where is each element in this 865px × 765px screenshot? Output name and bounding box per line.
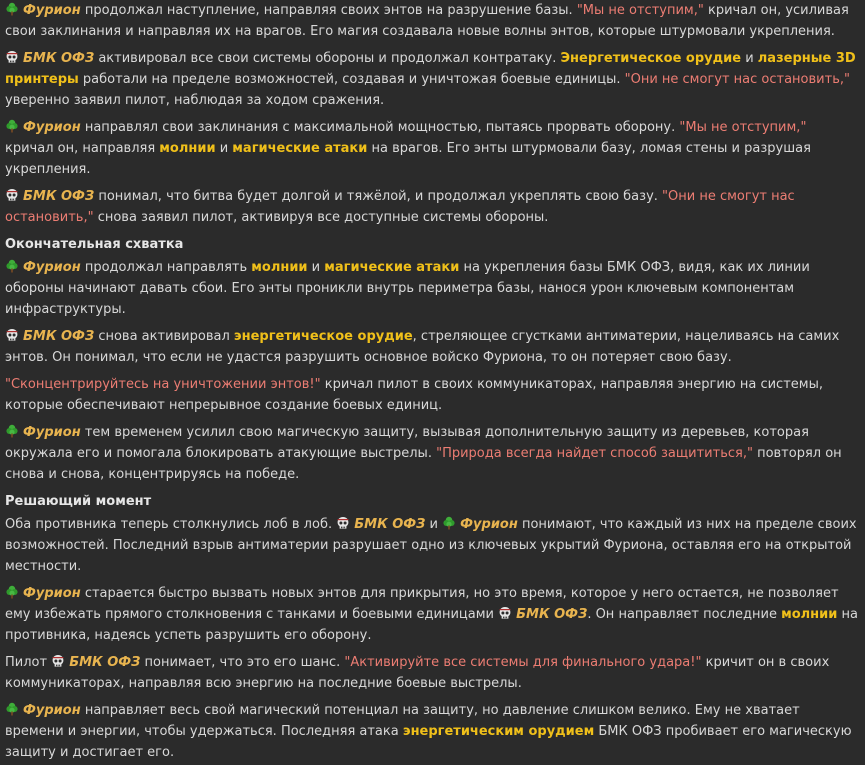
ability-highlight: молнии bbox=[251, 260, 308, 275]
message-text: понимает, что это его шанс. bbox=[140, 655, 345, 670]
message-text: уверенно заявил пилот, наблюдая за ходом сражения. bbox=[5, 93, 385, 108]
message-1 bbox=[5, 0, 859, 42]
message-text: активировал все свои системы обороны и продолжал контратаку. bbox=[94, 51, 561, 66]
message-4 bbox=[5, 186, 859, 228]
skull-helmet-icon bbox=[498, 606, 512, 620]
message-text: снова активировал bbox=[94, 329, 234, 344]
message-8 bbox=[5, 422, 859, 485]
message-text: направляет весь свой магический потенциал на защиту, но давление слишком велико. Ему не хватает времени и энергии, чтобы удержаться. Последняя атака bbox=[5, 703, 800, 739]
message-text: Оба противника теперь столкнулись лоб в лоб. bbox=[5, 517, 337, 532]
message-text: и bbox=[307, 260, 325, 275]
message-6 bbox=[5, 326, 859, 368]
ability-highlight: энергетическим орудием bbox=[402, 724, 595, 739]
message-text: кричал он, направляя bbox=[5, 141, 160, 156]
message-text: продолжал наступление, направляя своих энтов на разрушение базы. bbox=[80, 3, 577, 18]
tree-icon bbox=[5, 2, 19, 16]
hero-name-furion[interactable]: Фурион bbox=[23, 425, 81, 440]
message-text: БМК ОФЗ пробивает его магическую защиту и достигает его. bbox=[5, 724, 852, 760]
message-text: Пилот bbox=[5, 655, 52, 670]
hero-name-furion[interactable]: Фурион bbox=[23, 260, 81, 275]
message-text: , стреляющее сгустками антиматерии, нацеливаясь на самих энтов. Он понимал, что если не удастся разрушить основное войско Фуриона, то он потеряет свою базу. bbox=[5, 329, 840, 365]
hero-name-furion[interactable]: Фурион bbox=[23, 703, 81, 718]
ability-highlight: магические атаки bbox=[232, 141, 368, 156]
message-text: и bbox=[425, 517, 443, 532]
ability-highlight: энергетическое орудие bbox=[233, 329, 413, 344]
skull-helmet-icon bbox=[5, 328, 19, 342]
ability-highlight: магические атаки bbox=[324, 260, 460, 275]
hero-name-bmk[interactable]: БМК ОФЗ bbox=[23, 189, 95, 204]
ability-highlight: молнии bbox=[781, 607, 838, 622]
hero-name-furion[interactable]: Фурион bbox=[23, 3, 81, 18]
message-7 bbox=[5, 374, 859, 416]
skull-helmet-icon bbox=[5, 50, 19, 64]
hero-name-bmk[interactable]: БМК ОФЗ bbox=[69, 655, 141, 670]
section-heading: Окончательная схватка bbox=[5, 237, 184, 252]
message-text: на врагов. Его энты штурмовали базу, ломая стены и разрушая укрепления. bbox=[5, 141, 811, 177]
message-text: и bbox=[215, 141, 233, 156]
message-9 bbox=[5, 514, 859, 577]
message-text: и bbox=[741, 51, 758, 66]
skull-helmet-icon bbox=[336, 516, 350, 530]
message-text: понимают, что каждый из них на пределе своих возможностей. Последний взрыв антиматерии разрушает одно из ключевых укрытий Фуриона, оставляя его на открытой местности. bbox=[5, 517, 857, 574]
message-text: . Он направляет последние bbox=[587, 607, 782, 622]
message-10 bbox=[5, 583, 859, 646]
section-heading: Решающий момент bbox=[5, 494, 152, 509]
message-text: кричал он, усиливая свои заклинания и направляя их на врагов. Его магия создавала новые волны энтов, которые штурмовали укрепления. bbox=[5, 3, 849, 39]
hero-name-bmk[interactable]: БМК ОФЗ bbox=[516, 607, 588, 622]
hero-name-furion[interactable]: Фурион bbox=[23, 586, 81, 601]
message-3 bbox=[5, 117, 859, 180]
message-text: продолжал направлять bbox=[80, 260, 252, 275]
ability-highlight: лазерные 3D принтеры bbox=[5, 51, 856, 87]
hero-name-bmk[interactable]: БМК ОФЗ bbox=[23, 329, 95, 344]
quote: "Мы не отступим," bbox=[576, 3, 704, 18]
hero-name-furion[interactable]: Фурион bbox=[460, 517, 518, 532]
hero-name-bmk[interactable]: БМК ОФЗ bbox=[23, 51, 95, 66]
message-5 bbox=[5, 257, 859, 320]
message-text: на укрепления базы БМК ОФЗ, видя, как их линии обороны начинают давать сбои. Его энты проникли внутрь периметра базы, нанося урон ключевым компонентам инфраструктуры. bbox=[5, 260, 810, 317]
message-text: на противника, надеясь успеть разрушить его оборону. bbox=[5, 607, 858, 643]
message-text: старается быстро вызвать новых энтов для прикрытия, но это время, которое у него остается, не позволяет ему избежать прямого столкновения с танками и боевыми единицами bbox=[5, 586, 839, 622]
message-text: повторял он снова и снова, концентрируясь на победе. bbox=[5, 446, 842, 482]
message-12 bbox=[5, 700, 859, 763]
skull-helmet-icon bbox=[5, 188, 19, 202]
skull-helmet-icon bbox=[51, 654, 65, 668]
tree-icon bbox=[5, 119, 19, 133]
tree-icon bbox=[442, 516, 456, 530]
message-text: тем временем усилил свою магическую защиту, вызывая дополнительную защиту из деревьев, которая окружала его и помогала блокировать атакующие выстрелы. bbox=[5, 425, 809, 461]
quote: "Активируйте все системы для финального удара!" bbox=[344, 655, 702, 670]
ability-highlight: молнии bbox=[159, 141, 216, 156]
quote: "Они не смогут нас остановить," bbox=[624, 72, 850, 87]
message-2 bbox=[5, 48, 859, 111]
tree-icon bbox=[5, 424, 19, 438]
message-text: кричал пилот в своих коммуникаторах, направляя энергию на системы, которые обеспечивают непрерывное создание боевых единиц. bbox=[5, 377, 823, 413]
quote: "Природа всегда найдет способ защититься," bbox=[436, 446, 753, 461]
tree-icon bbox=[5, 259, 19, 273]
chat-log bbox=[5, 0, 859, 765]
quote: "Сконцентрируйтесь на уничтожении энтов!" bbox=[5, 377, 321, 392]
tree-icon bbox=[5, 702, 19, 716]
message-text: работали на пределе возможностей, создавая и уничтожая боевые единицы. bbox=[78, 72, 625, 87]
hero-name-furion[interactable]: Фурион bbox=[23, 120, 81, 135]
tree-icon bbox=[5, 585, 19, 599]
message-text: кричит он в своих коммуникаторах, направляя всю энергию на последние боевые выстрелы. bbox=[5, 655, 830, 691]
hero-name-bmk[interactable]: БМК ОФЗ bbox=[354, 517, 426, 532]
quote: "Мы не отступим," bbox=[679, 120, 807, 135]
quote: "Они не смогут нас остановить," bbox=[5, 189, 795, 225]
ability-highlight: Энергетическое орудие bbox=[560, 51, 742, 66]
message-text: снова заявил пилот, активируя все доступные системы обороны. bbox=[93, 210, 549, 225]
message-text: направлял свои заклинания с максимальной мощностью, пытаясь прорвать оборону. bbox=[80, 120, 680, 135]
message-11 bbox=[5, 652, 859, 694]
message-text: понимал, что битва будет долгой и тяжёлой, и продолжал укреплять свою базу. bbox=[94, 189, 663, 204]
